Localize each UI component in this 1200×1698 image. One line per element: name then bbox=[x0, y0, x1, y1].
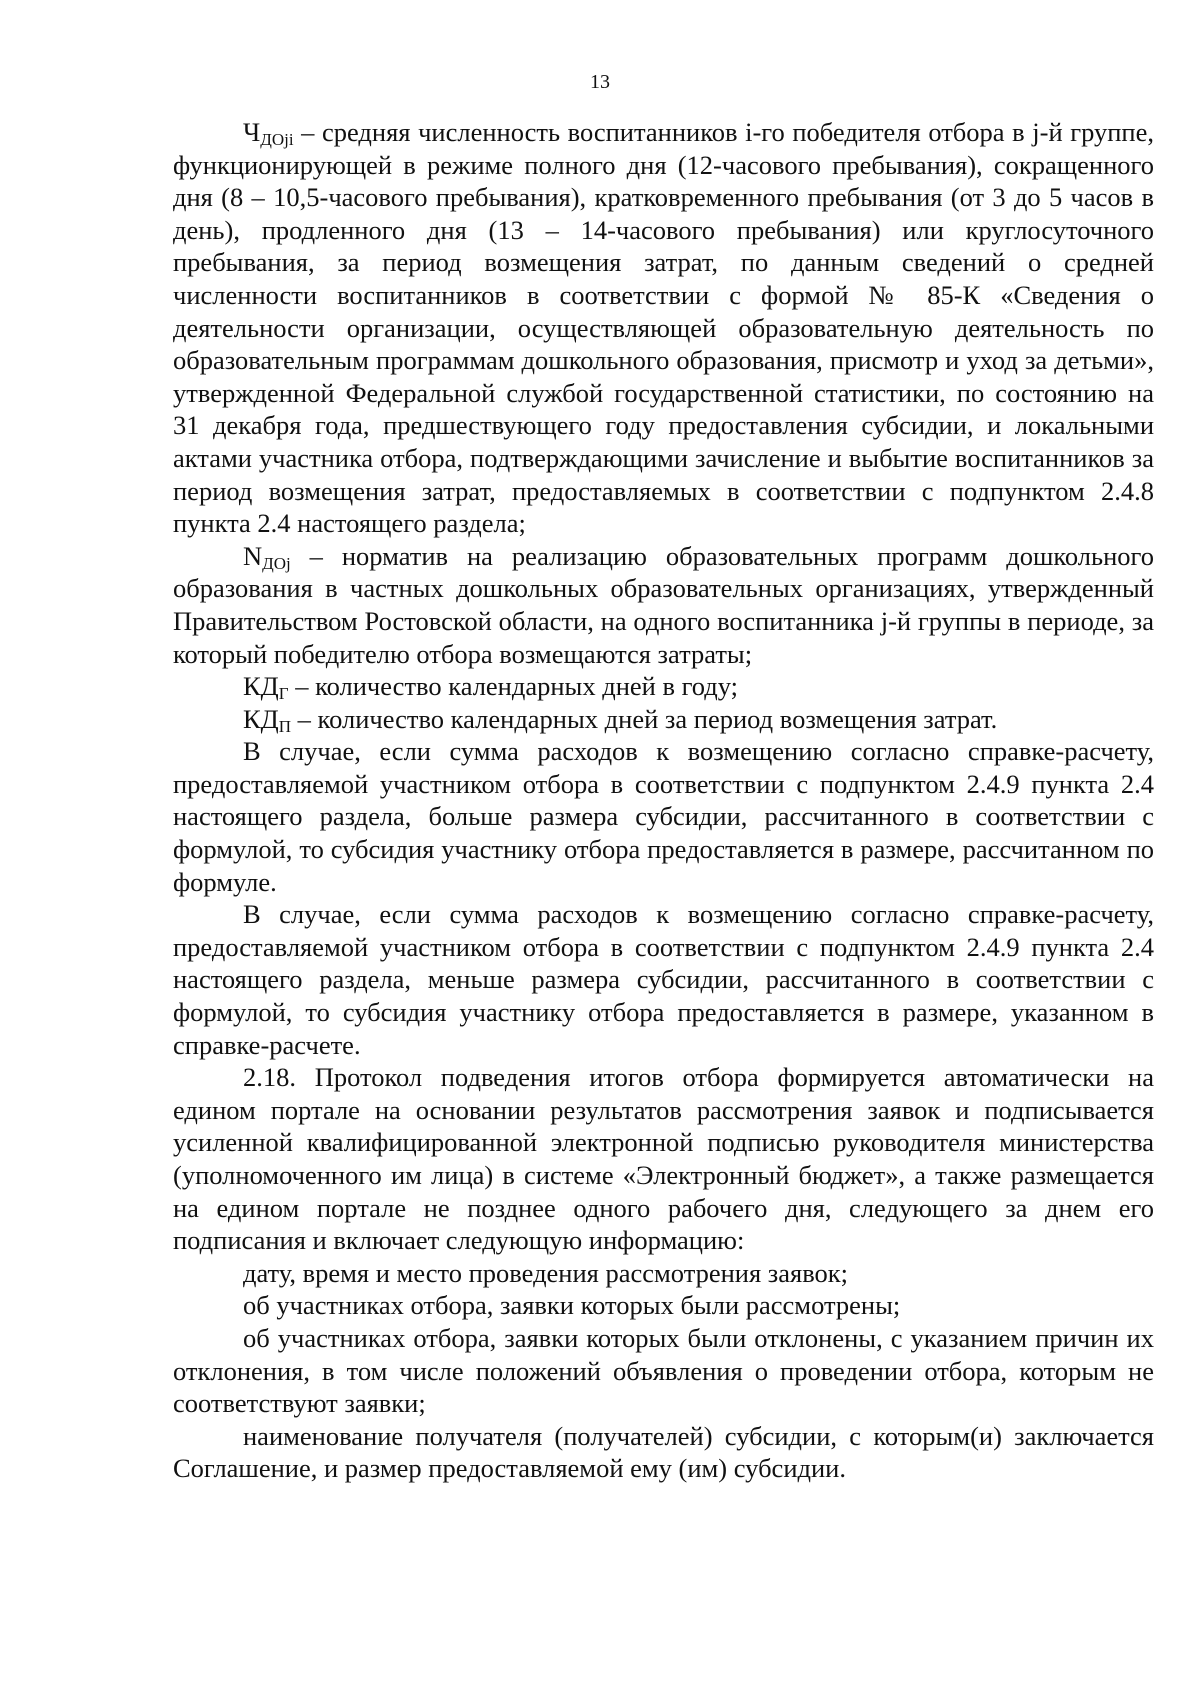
list-item: наименование получателя (получателей) субсидии, с которым(и) заключается Соглашение, и размер предоставляемой ему (им) субсидии. bbox=[173, 1420, 1154, 1484]
page-number: 13 bbox=[590, 71, 610, 93]
symbol-subscript: ДОj bbox=[262, 553, 291, 573]
symbol: КД bbox=[243, 703, 279, 734]
list-item: дату, время и место проведения рассмотрения заявок; bbox=[243, 1257, 849, 1288]
paragraph-def-ndo bbox=[173, 540, 1154, 670]
symbol-subscript: П bbox=[278, 716, 292, 736]
paragraph-text: – средняя численность воспитанников i-го победителя отбора в j-й группе, функционирующей в режиме полного дня (12-часового пребывания), сокращенного дня (8 – 10,5-часового пребывания), кратковременного пребывания (от 3 до 5 часов в день), продленного дня (13 – 14-часового пребывания) или круглосуточного пребывания, за период возмещения затрат, по данным сведений о средней численности воспитанников в соответствии с формой № 85-К «Сведения о деятельности организации, осуществляющей образовательную деятельность по образовательным программам дошкольного образования, присмотр и уход за детьми», утвержденной Федеральной службой государственной статистики, по состоянию на 31 декабря года, предшествующего году предоставления субсидии, и локальными актами участника отбора, подтверждающими зачисление и выбытие воспитанников за период возмещения затрат, предоставляемых в соответствии с подпунктом 2.4.8 пункта 2.4 настоящего раздела; bbox=[173, 117, 1154, 539]
paragraph-def-chdo bbox=[173, 116, 1154, 540]
symbol: КД bbox=[243, 671, 279, 702]
symbol-subscript: Г bbox=[278, 684, 289, 704]
document-body bbox=[173, 116, 1154, 1485]
symbol: Ч bbox=[243, 117, 261, 147]
paragraph: В случае, если сумма расходов к возмещению согласно справке-расчету, предоставляемой участником отбора в соответствии с подпунктом 2.4.9 пункта 2.4 настоящего раздела, меньше размера субсидии, рассчитанного в соответствии с формулой, то субсидия участнику отбора предоставляется в размере, указанном в справке-расчете. bbox=[173, 899, 1154, 1060]
symbol-subscript: ДОji bbox=[260, 130, 294, 149]
paragraph-text: – количество календарных дней за период возмещения затрат. bbox=[291, 703, 998, 734]
paragraph-text: – норматив на реализацию образовательных программ дошкольного образования в частных дошкольных образовательных организациях, утвержденный Правительством Ростовской области, на одного воспитанника j-й группы в периоде, за который победителю отбора возмещаются затраты; bbox=[173, 540, 1154, 669]
paragraph-text: – количество календарных дней в году; bbox=[288, 671, 739, 702]
list-item: об участниках отбора, заявки которых были отклонены, с указанием причин их отклонения, в том числе положений объявления о проведении отбора, которым не соответствуют заявки; bbox=[173, 1322, 1154, 1419]
list-item: об участниках отбора, заявки которых были рассмотрены; bbox=[243, 1290, 901, 1321]
paragraph: В случае, если сумма расходов к возмещению согласно справке-расчету, предоставляемой участником отбора в соответствии с подпунктом 2.4.9 пункта 2.4 настоящего раздела, больше размера субсидии, рассчитанного в соответствии с формулой, то субсидия участнику отбора предоставляется в размере, рассчитанном по формуле. bbox=[173, 736, 1154, 897]
paragraph-def-kdg bbox=[173, 670, 1154, 703]
paragraph-def-kdp bbox=[173, 703, 1154, 736]
paragraph-section-2-18: 2.18. Протокол подведения итогов отбора формируется автоматически на едином портале на основании результатов рассмотрения заявок и подписывается усиленной квалифицированной электронной подписью руководителя министерства (уполномоченного им лица) в системе «Электронный бюджет», а также размещается на едином портале не позднее одного рабочего дня, следующего за днем его подписания и включает следующую информацию: bbox=[173, 1062, 1154, 1256]
symbol: N bbox=[243, 540, 263, 571]
